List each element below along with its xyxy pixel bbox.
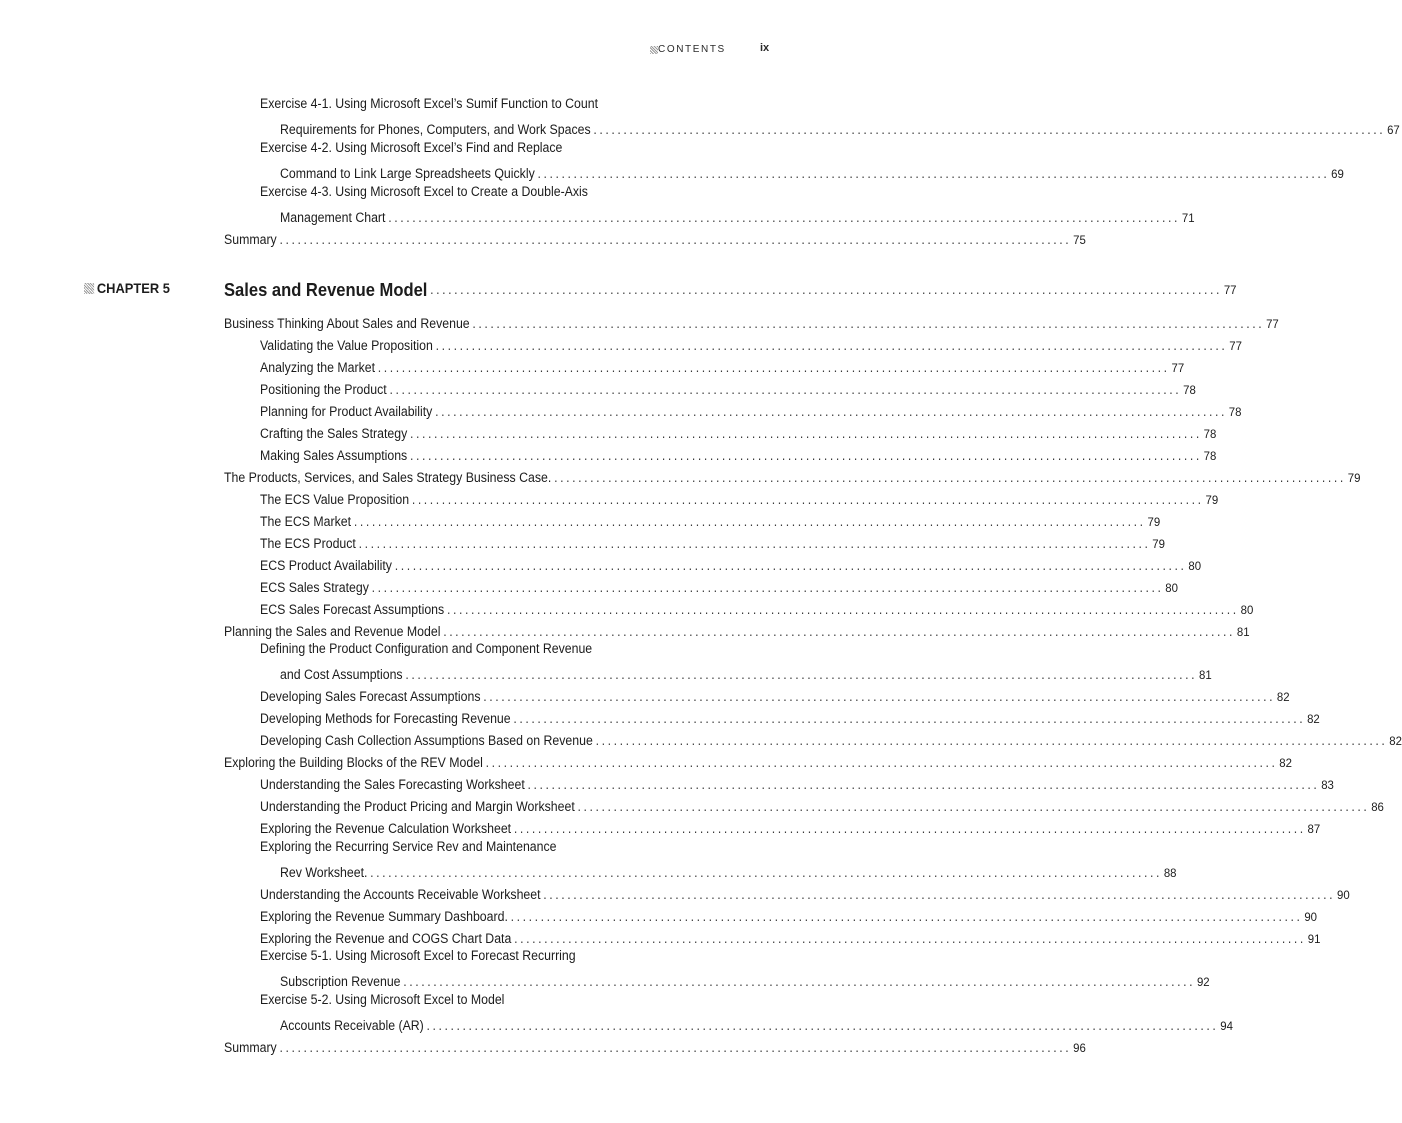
toc-page-number: 78 xyxy=(1203,449,1217,463)
toc-entry-text: The ECS Market xyxy=(260,514,352,529)
toc-entry-exercise-4-2-cont[interactable] xyxy=(280,162,1344,182)
toc-entry-exercise-4-2[interactable]: Exercise 4-2. Using Microsoft Excel’s Find and Replace xyxy=(260,140,563,155)
toc-entry-exercise-5-1[interactable]: Exercise 5-1. Using Microsoft Excel to Forecast Recurring xyxy=(260,948,576,963)
toc-page-number: 71 xyxy=(1181,211,1195,225)
toc-entry-text: Requirements for Phones, Computers, and Work Spaces xyxy=(280,122,591,137)
toc-page-number: 90 xyxy=(1336,888,1350,902)
toc-page-number: 92 xyxy=(1196,975,1210,989)
toc-page-number: 82 xyxy=(1389,734,1402,748)
toc-entry-exercise-4-3-cont[interactable] xyxy=(280,206,1195,226)
toc-entry-text: The Products, Services, and Sales Strategy Business Case. xyxy=(224,470,552,485)
toc-entry-text: Exploring the Revenue Calculation Worksheet xyxy=(260,821,512,836)
toc-page-number: 77 xyxy=(1223,283,1237,297)
chapter-label xyxy=(84,278,170,298)
toc-entry[interactable] xyxy=(224,312,1279,332)
toc-page-number: 82 xyxy=(1279,756,1292,770)
toc-entry[interactable]: Exploring the Recurring Service Rev and Maintenance xyxy=(260,839,557,854)
toc-entry-summary[interactable] xyxy=(224,228,1086,248)
toc-entry-text: The ECS Value Proposition xyxy=(260,492,410,507)
dot-leader: .................................................................................................................................... xyxy=(394,558,1187,573)
dot-leader: .................................................................................................................................... xyxy=(485,755,1278,770)
toc-entry[interactable] xyxy=(260,444,1217,464)
toc-entry[interactable] xyxy=(260,356,1185,376)
dot-leader: .................................................................................................................................... xyxy=(377,360,1170,375)
dot-leader: .................................................................................................................................... xyxy=(527,777,1320,792)
toc-entry-text: Developing Sales Forecast Assumptions xyxy=(260,689,481,704)
toc-entry[interactable] xyxy=(260,905,1318,925)
toc-page-number: 87 xyxy=(1307,822,1321,836)
toc-entry-text: Validating the Value Proposition xyxy=(260,338,433,353)
dot-leader: .................................................................................................................................... xyxy=(554,470,1346,485)
toc-entry[interactable] xyxy=(260,773,1334,793)
toc-page-number: 83 xyxy=(1321,778,1334,792)
toc-entry-text: Exploring the Revenue Summary Dashboard. xyxy=(260,909,508,924)
toc-page-number: 96 xyxy=(1073,1041,1086,1055)
toc-entry[interactable] xyxy=(260,685,1290,705)
dot-leader: .................................................................................................................................... xyxy=(543,887,1336,902)
toc-page-number: 81 xyxy=(1199,668,1212,682)
toc-entry-text: Planning for Product Availability xyxy=(260,404,433,419)
dot-leader: .................................................................................................................................... xyxy=(595,733,1388,748)
dot-leader: .................................................................................................................................... xyxy=(514,931,1306,946)
toc-entry[interactable] xyxy=(260,488,1219,508)
toc-entry[interactable] xyxy=(260,707,1320,727)
dot-leader: .................................................................................................................................... xyxy=(435,404,1227,419)
toc-entry-text: ECS Sales Strategy xyxy=(260,580,369,595)
toc-entry[interactable] xyxy=(224,751,1292,771)
toc-entry-text: Understanding the Accounts Receivable Worksheet xyxy=(260,887,541,902)
dot-leader: .................................................................................................................................... xyxy=(389,382,1182,397)
toc-page-number: 94 xyxy=(1220,1019,1233,1033)
toc-entry-text: Command to Link Large Spreadsheets Quickly xyxy=(280,166,535,181)
toc-entry-text: ECS Product Availability xyxy=(260,558,392,573)
dot-leader: .................................................................................................................................... xyxy=(370,865,1163,880)
toc-entry-text: Subscription Revenue xyxy=(280,974,401,989)
toc-entry[interactable] xyxy=(260,817,1321,837)
toc-entry[interactable] xyxy=(260,510,1161,530)
chapter-title[interactable] xyxy=(224,276,1237,300)
toc-entry-exercise-5-2[interactable]: Exercise 5-2. Using Microsoft Excel to Model xyxy=(260,992,505,1007)
toc-entry[interactable] xyxy=(260,795,1384,815)
dot-leader: .................................................................................................................................... xyxy=(577,799,1370,814)
chapter-marker-icon xyxy=(84,283,94,294)
dot-leader: .................................................................................................................................... xyxy=(411,492,1204,507)
toc-page-number: 82 xyxy=(1307,712,1320,726)
toc-page-number: 79 xyxy=(1205,493,1219,507)
toc-entry[interactable] xyxy=(224,466,1361,486)
toc-page-number: 69 xyxy=(1331,167,1344,181)
toc-entry-exercise-4-3[interactable]: Exercise 4-3. Using Microsoft Excel to Create a Double-Axis xyxy=(260,184,588,199)
dot-leader: .................................................................................................................................... xyxy=(279,1040,1072,1055)
toc-entry-text: Planning the Sales and Revenue Model xyxy=(224,624,441,639)
toc-entry-text: Crafting the Sales Strategy xyxy=(260,426,408,441)
toc-entry-text: Accounts Receivable (AR) xyxy=(280,1018,424,1033)
toc-page-number: 80 xyxy=(1240,603,1254,617)
header-page-number: ix xyxy=(760,42,770,54)
header-title: CONTENTS xyxy=(658,44,726,55)
dot-leader: .................................................................................................................................... xyxy=(353,514,1146,529)
toc-page-number: 77 xyxy=(1171,361,1185,375)
toc-entry-cont[interactable] xyxy=(280,861,1177,881)
dot-leader: .................................................................................................................................... xyxy=(409,426,1202,441)
toc-entry[interactable] xyxy=(260,334,1242,354)
dot-leader: .................................................................................................................................... xyxy=(510,909,1303,924)
toc-entry-summary[interactable] xyxy=(224,1036,1086,1056)
chapter-title-text: Sales and Revenue Model xyxy=(224,280,428,300)
toc-page-number: 80 xyxy=(1188,559,1202,573)
toc-page-number: 77 xyxy=(1229,339,1242,353)
toc-page-number: 82 xyxy=(1276,690,1290,704)
dot-leader: .................................................................................................................................... xyxy=(409,448,1202,463)
toc-entry-cont[interactable] xyxy=(280,663,1212,683)
toc-page-number: 78 xyxy=(1183,383,1196,397)
toc-entry-text: Understanding the Sales Forecasting Worksheet xyxy=(260,777,525,792)
toc-entry-text: Rev Worksheet. xyxy=(280,865,368,880)
toc-page-number: 81 xyxy=(1236,625,1250,639)
dot-leader: .................................................................................................................................... xyxy=(405,667,1198,682)
dot-leader: .................................................................................................................................... xyxy=(371,580,1164,595)
toc-page-number: 90 xyxy=(1304,910,1318,924)
toc-page-number: 79 xyxy=(1347,471,1361,485)
dot-leader: .................................................................................................................................... xyxy=(430,282,1222,297)
toc-entry[interactable]: Defining the Product Configuration and Component Revenue xyxy=(260,641,593,656)
toc-entry-text: Making Sales Assumptions xyxy=(260,448,408,463)
toc-entry-text: Exploring the Building Blocks of the REV Model xyxy=(224,755,483,770)
dot-leader: .................................................................................................................................... xyxy=(446,602,1239,617)
toc-entry[interactable] xyxy=(260,576,1179,596)
toc-entry[interactable] xyxy=(260,883,1350,903)
toc-page-number: 77 xyxy=(1266,317,1279,331)
toc-entry-text: Management Chart xyxy=(280,210,386,225)
toc-page-number: 78 xyxy=(1203,427,1217,441)
toc-entry-text: Exploring the Revenue and COGS Chart Data xyxy=(260,931,512,946)
dot-leader: .................................................................................................................................... xyxy=(435,338,1228,353)
chapter-label-text: CHAPTER 5 xyxy=(96,280,170,296)
dot-leader: .................................................................................................................................... xyxy=(593,122,1386,137)
toc-entry-text: Business Thinking About Sales and Revenue xyxy=(224,316,470,331)
toc-entry[interactable] xyxy=(260,378,1196,398)
toc-entry[interactable] xyxy=(224,620,1250,640)
toc-entry-text: Developing Methods for Forecasting Revenue xyxy=(260,711,511,726)
toc-entry-text: Positioning the Product xyxy=(260,382,387,397)
toc-entry-text: and Cost Assumptions xyxy=(280,667,403,682)
header-marker-icon xyxy=(650,46,658,54)
toc-entry-exercise-4-1-cont[interactable] xyxy=(280,118,1400,138)
toc-entry-text: Analyzing the Market xyxy=(260,360,376,375)
toc-entry-text: Summary xyxy=(224,1040,277,1055)
toc-page-number: 78 xyxy=(1228,405,1242,419)
toc-entry-exercise-5-1-cont[interactable] xyxy=(280,970,1210,990)
toc-entry[interactable] xyxy=(260,554,1202,574)
dot-leader: .................................................................................................................................... xyxy=(537,166,1330,181)
toc-page-number: 86 xyxy=(1371,800,1384,814)
toc-entry[interactable] xyxy=(260,422,1217,442)
toc-entry-text: Developing Cash Collection Assumptions Based on Revenue xyxy=(260,733,593,748)
dot-leader: .................................................................................................................................... xyxy=(403,974,1196,989)
toc-page-number: 75 xyxy=(1073,233,1086,247)
dot-leader: .................................................................................................................................... xyxy=(483,689,1276,704)
dot-leader: .................................................................................................................................... xyxy=(279,232,1072,247)
toc-page-number: 80 xyxy=(1165,581,1179,595)
toc-page-number: 91 xyxy=(1307,932,1321,946)
toc-entry-text: Understanding the Product Pricing and Margin Worksheet xyxy=(260,799,575,814)
running-header xyxy=(0,40,816,60)
toc-entry[interactable] xyxy=(260,532,1165,552)
dot-leader: .................................................................................................................................... xyxy=(472,316,1265,331)
toc-entry-text: Summary xyxy=(224,232,277,247)
toc-entry-exercise-5-2-cont[interactable] xyxy=(280,1014,1233,1034)
toc-entry-text: The ECS Product xyxy=(260,536,356,551)
toc-entry[interactable] xyxy=(260,400,1242,420)
dot-leader: .................................................................................................................................... xyxy=(513,821,1306,836)
dot-leader: .................................................................................................................................... xyxy=(426,1018,1219,1033)
toc-page-number: 67 xyxy=(1387,123,1400,137)
toc-page-number: 88 xyxy=(1163,866,1177,880)
toc-page-number: 79 xyxy=(1147,515,1161,529)
dot-leader: .................................................................................................................................... xyxy=(443,624,1236,639)
toc-page-number: 79 xyxy=(1152,537,1165,551)
dot-leader: .................................................................................................................................... xyxy=(388,210,1181,225)
toc-entry-exercise-4-1[interactable]: Exercise 4-1. Using Microsoft Excel’s Sumif Function to Count xyxy=(260,96,599,111)
dot-leader: .................................................................................................................................... xyxy=(358,536,1151,551)
toc-entry[interactable] xyxy=(260,729,1402,749)
toc-entry-text: ECS Sales Forecast Assumptions xyxy=(260,602,445,617)
dot-leader: .................................................................................................................................... xyxy=(513,711,1306,726)
toc-entry[interactable] xyxy=(260,598,1254,618)
toc-entry[interactable] xyxy=(260,927,1321,947)
